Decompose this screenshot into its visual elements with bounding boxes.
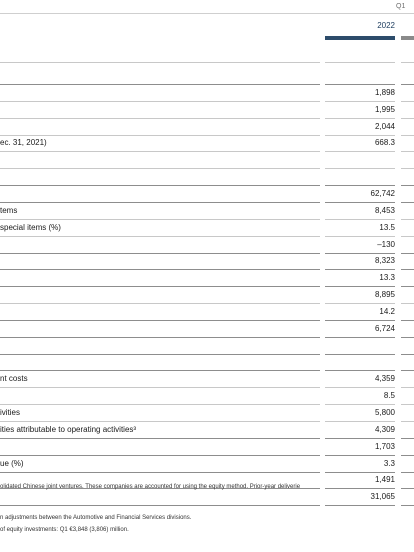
row-value: 668.3: [374, 138, 395, 148]
row-value: 8,323: [374, 256, 395, 266]
row-divider: [0, 387, 414, 388]
row-divider: [0, 118, 414, 119]
row-divider: [0, 438, 414, 439]
row-divider: [0, 472, 414, 473]
row-value: 31,065: [370, 492, 395, 502]
row-label: nt costs: [0, 374, 28, 384]
row-value: 8,895: [374, 290, 395, 300]
row-value: 4,359: [374, 374, 395, 384]
row-value: 1,995: [374, 104, 395, 114]
row-value: 2,044: [374, 121, 395, 131]
row-value: 1,898: [374, 87, 395, 97]
row-divider: [0, 135, 414, 136]
footnote-2: n adjustments between the Automotive and Financial Services divisions.: [0, 515, 192, 521]
row-value: 6,724: [374, 323, 395, 333]
row-divider: [0, 202, 414, 203]
quarter-label: Q1: [396, 3, 406, 10]
row-value: 13.3: [379, 273, 395, 283]
row-label: ec. 31, 2021): [0, 138, 47, 148]
row-divider: [0, 303, 414, 304]
row-divider: [0, 253, 414, 254]
row-divider: [0, 185, 414, 186]
row-divider: [0, 354, 414, 355]
row-divider: [0, 101, 414, 102]
row-divider: [0, 168, 414, 169]
row-value: 1,491: [374, 475, 395, 485]
row-value: 5,800: [374, 408, 395, 417]
row-divider: [0, 455, 414, 456]
row-value: 8.5: [383, 391, 395, 401]
row-divider: [0, 505, 414, 506]
row-value: –130: [377, 239, 395, 249]
row-value: 8,453: [374, 205, 395, 215]
footnote-3: of equity investments: Q1 €3,848 (3,806) million.: [0, 527, 129, 533]
row-label: ivities: [0, 408, 21, 417]
row-divider: [0, 62, 414, 63]
row-divider: [0, 370, 414, 371]
row-label: tems: [0, 205, 18, 215]
row-label: special items (%): [0, 222, 61, 232]
row-value: 3.3: [383, 458, 395, 468]
footnote-1: olidated Chinese joint ventures. These companies are accounted for using the equity method. Prior-year deliverie: [0, 484, 301, 490]
row-divider: [0, 219, 414, 220]
row-divider: [0, 337, 414, 338]
year-column-header: 2022: [377, 21, 395, 30]
row-divider: [0, 151, 414, 152]
row-divider: [0, 404, 414, 405]
row-divider: [0, 236, 414, 237]
row-divider: [0, 269, 414, 270]
row-label: ue (%): [0, 458, 24, 468]
row-value: 62,742: [370, 188, 395, 198]
row-label: ities attributable to operating activities³: [0, 424, 137, 434]
row-divider: [0, 286, 414, 287]
row-value: 14.2: [379, 306, 395, 316]
row-divider: [0, 421, 414, 422]
row-divider: [0, 320, 414, 321]
row-value: 1,703: [374, 441, 395, 451]
row-value: 13.5: [379, 222, 395, 232]
row-value: 4,309: [374, 424, 395, 434]
row-divider: [0, 84, 414, 85]
